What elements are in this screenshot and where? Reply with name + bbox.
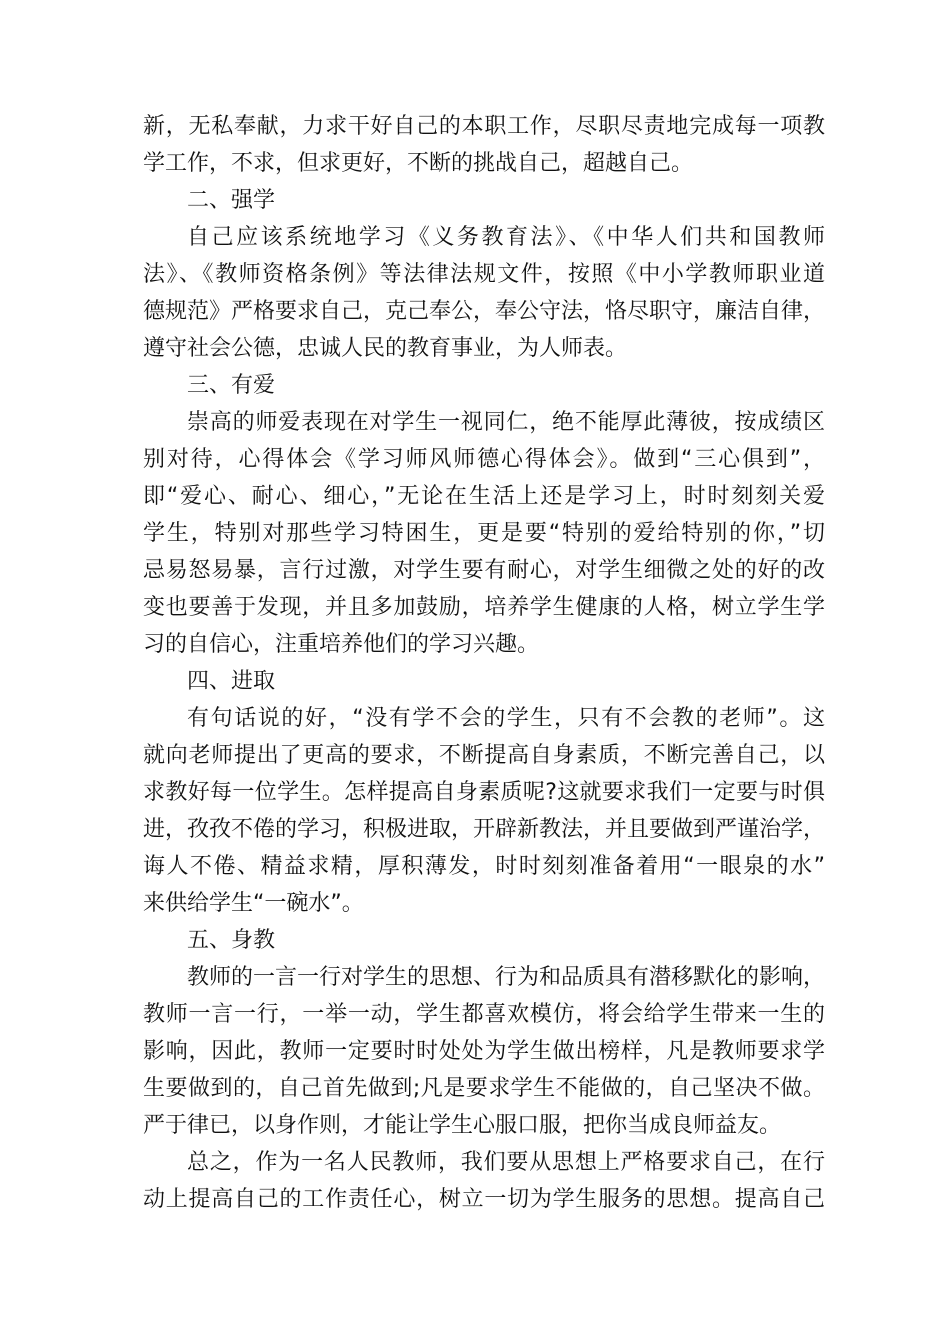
text-line: 崇高的师爱表现在对学生一视同仁，绝不能厚此薄彼，按成绩区 [187, 410, 825, 435]
text-line: 变也要善于发现，并且多加鼓励，培养学生健康的人格，树立学生学 [143, 595, 825, 620]
text-line: 动上提高自己的工作责任心，树立一切为学生服务的思想。提高自己 [143, 1187, 825, 1212]
text-line: 自己应该系统地学习《义务教育法》、《中华人们共和国教师 [187, 225, 825, 250]
heading-text: 五、身教 [187, 928, 276, 953]
text-line: 习的自信心，注重培养他们的学习兴趣。 [143, 632, 540, 657]
section-heading [143, 922, 825, 959]
text-line: 新，无私奉献，力求干好自己的本职工作，尽职尽责地完成每一项教 [143, 114, 825, 139]
heading-text: 三、有爱 [187, 373, 276, 398]
paragraph [143, 700, 825, 922]
text-line: 德规范》严格要求自己，克己奉公，奉公守法，恪尽职守，廉洁自律， [143, 299, 826, 324]
text-line: 别对待，心得体会《学习师风师德心得体会》。做到“三心俱到”， [143, 447, 825, 472]
document-page [143, 108, 825, 1218]
text-line: 忌易怒易暴，言行过激，对学生要有耐心，对学生细微之处的好的改 [143, 558, 825, 583]
text-line: 学工作，不求，但求更好，不断的挑战自己，超越自己。 [143, 151, 694, 176]
text-line: 生要做到的，自己首先做到;凡是要求学生不能做的，自己坚决不做。 [143, 1076, 825, 1101]
paragraph [143, 108, 825, 182]
text-line: 进，孜孜不倦的学习，积极进取，开辟新教法，并且要做到严谨治学， [143, 817, 826, 842]
section-heading [143, 367, 825, 404]
text-line: 学生，特别对那些学习特困生，更是要“特别的爱给特别的你，”切 [143, 521, 825, 546]
text-line: 来供给学生“一碗水”。 [143, 891, 364, 916]
text-line: 就向老师提出了更高的要求，不断提高自身素质，不断完善自己，以 [143, 743, 825, 768]
heading-text: 二、强学 [187, 188, 276, 213]
paragraph [143, 219, 825, 367]
section-heading [143, 663, 825, 700]
paragraph [143, 404, 825, 663]
text-line: 教师的一言一行对学生的思想、行为和品质具有潜移默化的影响， [187, 965, 826, 990]
paragraph [143, 1144, 825, 1218]
text-line: 影响，因此，教师一定要时时处处为学生做出榜样，凡是教师要求学 [143, 1039, 825, 1064]
text-line: 法》、《教师资格条例》等法律法规文件，按照《中小学教师职业道 [143, 262, 825, 287]
text-line: 诲人不倦、精益求精，厚积薄发，时时刻刻准备着用“一眼泉的水” [143, 854, 825, 879]
text-line: 遵守社会公德，忠诚人民的教育事业，为人师表。 [143, 336, 628, 361]
text-line: 有句话说的好，“没有学不会的学生，只有不会教的老师”。这 [187, 706, 825, 731]
section-heading [143, 182, 825, 219]
paragraph [143, 959, 825, 1144]
text-line: 求教好每一位学生。怎样提高自身素质呢?这就要求我们一定要与时俱 [143, 780, 825, 805]
text-line: 总之，作为一名人民教师，我们要从思想上严格要求自己，在行 [187, 1150, 825, 1175]
text-line: 即“爱心、耐心、细心，”无论在生活上还是学习上，时时刻刻关爱 [143, 484, 825, 509]
heading-text: 四、进取 [187, 669, 276, 694]
text-line: 严于律已，以身作则，才能让学生心服口服，把你当成良师益友。 [143, 1113, 782, 1138]
text-line: 教师一言一行，一举一动，学生都喜欢模仿，将会给学生带来一生的 [143, 1002, 825, 1027]
